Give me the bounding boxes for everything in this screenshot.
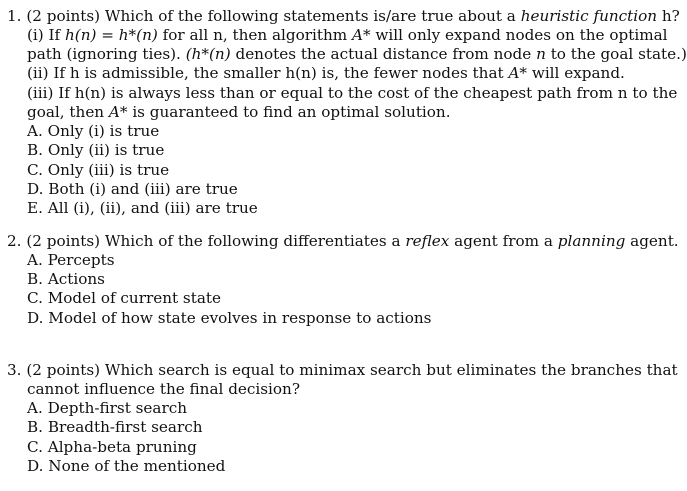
statement-text: goal, then [27,103,105,121]
question-stem-text: h? [661,7,680,25]
statement-math: n [536,45,546,63]
question-stem-text: Which search is equal to minimax search but eliminates the branches that [104,361,678,379]
statement-text: is guaranteed to find an optimal solution. [132,103,451,121]
question-stem-emphasis: heuristic function [520,7,658,25]
question-stem-text: agent from a [454,232,553,250]
question-number: 2. [7,232,22,250]
statement-text: will expand. [531,64,625,82]
question-number: 1. [7,7,22,25]
option-a[interactable]: A. Only (i) is true [27,122,160,140]
option-d[interactable]: D. None of the mentioned [27,457,226,475]
option-a[interactable]: A. Percepts [27,251,115,269]
question-points: (2 points) [26,232,101,250]
question-stem-emphasis: reflex [405,232,450,250]
statement-text: for all n, then algorithm [162,26,348,44]
option-b[interactable]: B. Actions [27,270,105,288]
question-stem-emphasis: planning [557,232,626,250]
question-3-stem-line-1 [7,361,678,380]
question-stem-text: Which of the following statements is/are true about a [104,7,516,25]
statement-math: A* [108,103,128,121]
option-c[interactable]: C. Alpha-beta pruning [27,438,197,456]
option-d[interactable]: D. Both (i) and (iii) are true [27,180,238,198]
statement-i-line-1 [27,26,668,45]
statement-text: (ii) If h is admissible, the smaller h(n) is, the fewer nodes that [27,64,504,82]
statement-text: (i) If [27,26,61,44]
statement-ii [27,64,625,83]
statement-text: (iii) If h(n) is always less than or equal to the cost of the cheapest path from n to the [27,84,678,102]
statement-text: path (ignoring ties). [27,45,181,63]
question-2-stem [7,232,679,251]
statement-math: A* [508,64,527,82]
question-stem-text: Which of the following differentiates a [104,232,401,250]
question-3-stem-line-2: cannot influence the final decision? [27,380,300,398]
option-e[interactable]: E. All (i), (ii), and (iii) are true [27,199,258,217]
question-points: (2 points) [26,361,101,379]
statement-math: A* [352,26,371,44]
option-b[interactable]: B. Breadth-first search [27,418,203,436]
statement-text: will only expand nodes on the optimal [375,26,668,44]
option-a[interactable]: A. Depth-first search [27,399,188,417]
statement-text: denotes the actual distance from node [235,45,532,63]
question-points: (2 points) [26,7,101,25]
question-stem-text: agent. [630,232,679,250]
option-b[interactable]: B. Only (ii) is true [27,141,165,159]
option-c[interactable]: C. Only (iii) is true [27,161,170,179]
option-c[interactable]: C. Model of current state [27,289,221,307]
statement-text: to the goal state.) [550,45,687,63]
statement-math: h(n) = h*(n) [64,26,158,44]
statement-iii-line-1 [27,84,678,103]
question-1-stem [7,7,680,26]
option-d[interactable]: D. Model of how state evolves in response to actions [27,309,432,327]
question-number: 3. [7,361,22,379]
statement-math: (h*(n) [185,45,231,63]
statement-iii-line-2 [27,103,451,122]
statement-i-line-2 [27,45,687,64]
